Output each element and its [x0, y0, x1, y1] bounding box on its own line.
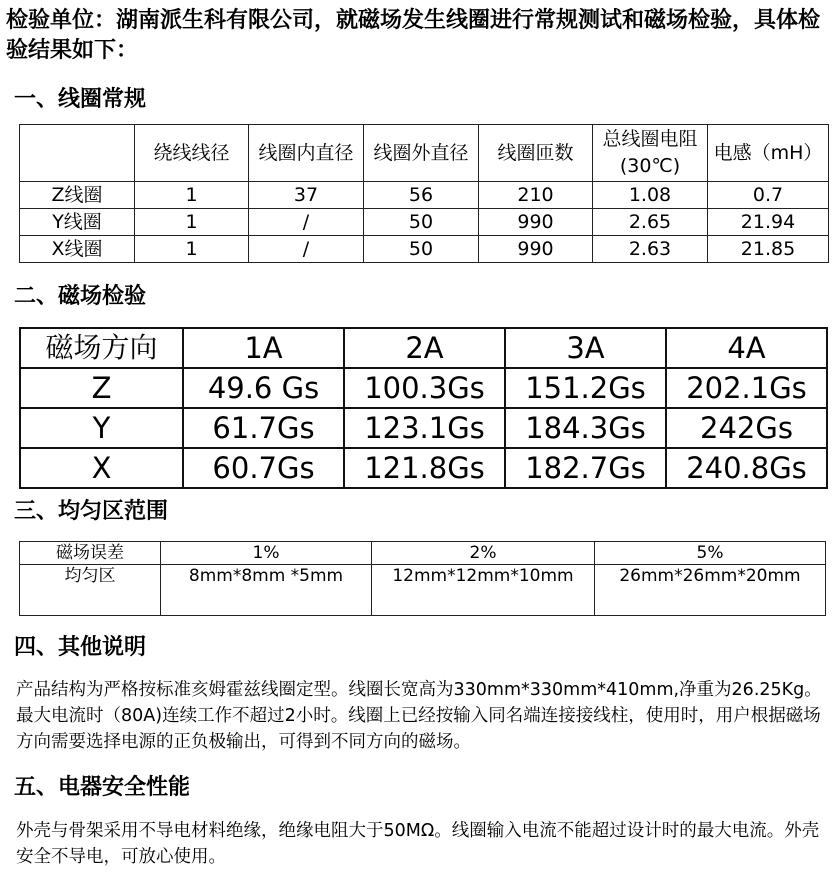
table-header-row — [20, 328, 827, 368]
table-cell: / — [249, 236, 364, 263]
section5-text: 外壳与骨架采用不导电材料绝缘，绝缘电阻大于50MΩ。线圈输入电流不能超过设计时的最大电流。外壳安全不导电，可放心使用。 — [16, 821, 820, 867]
intro-paragraph: 检验单位：湖南派生科有限公司，就磁场发生线圈进行常规测试和磁场检验，具体检验结果如下： — [6, 8, 821, 63]
section3-title: 三、均匀区范围 — [14, 499, 169, 524]
header-cell: 绕线线径 — [135, 125, 249, 182]
table-cell: 202.1Gs — [666, 368, 827, 408]
table-cell: 151.2Gs — [505, 368, 666, 408]
table-cell: 182.7Gs — [505, 448, 666, 488]
table-row — [20, 565, 826, 616]
table-cell: 8mm*8mm *5mm — [161, 565, 372, 616]
table-cell: 2.65 — [593, 209, 708, 236]
table-row — [20, 236, 829, 263]
field-test-table — [19, 327, 828, 489]
row-label: Y线圈 — [20, 209, 135, 236]
table-cell: 1 — [135, 182, 249, 209]
header-cell: 线圈匝数 — [479, 125, 593, 182]
row-label: Z线圈 — [20, 182, 135, 209]
coil-spec-table — [19, 124, 829, 263]
table-row — [20, 209, 829, 236]
table-cell: 1 — [135, 209, 249, 236]
section4-title: 四、其他说明 — [14, 635, 147, 660]
section1-title: 一、线圈常规 — [14, 87, 147, 112]
header-cell: 磁场误差 — [20, 542, 161, 565]
table-cell: 50 — [364, 209, 479, 236]
header-cell: 5% — [595, 542, 826, 565]
table-cell: 49.6 Gs — [183, 368, 344, 408]
header-cell: 1% — [161, 542, 372, 565]
table-cell: 21.94 — [708, 209, 829, 236]
table-cell: 100.3Gs — [344, 368, 505, 408]
row-label: Z — [20, 368, 183, 408]
table-row — [20, 182, 829, 209]
header-cell: 磁场方向 — [20, 328, 183, 368]
header-cell: 3A — [505, 328, 666, 368]
row-label: X — [20, 448, 183, 488]
header-cell: 电感（mH） — [708, 125, 829, 182]
table-cell: 990 — [479, 236, 593, 263]
header-cell: 1A — [183, 328, 344, 368]
header-cell: 线圈内直径 — [249, 125, 364, 182]
uniform-zone-table — [19, 541, 826, 616]
section5-title: 五、电器安全性能 — [14, 775, 191, 800]
table-row — [20, 368, 827, 408]
table-cell: 123.1Gs — [344, 408, 505, 448]
table-cell: 210 — [479, 182, 593, 209]
table-cell: 56 — [364, 182, 479, 209]
table-cell: 2.63 — [593, 236, 708, 263]
table-row — [20, 408, 827, 448]
header-cell: 4A — [666, 328, 827, 368]
table-cell: 61.7Gs — [183, 408, 344, 448]
header-cell: 线圈外直径 — [364, 125, 479, 182]
header-cell — [20, 125, 135, 182]
table-cell: 26mm*26mm*20mm — [595, 565, 826, 616]
section2-title: 二、磁场检验 — [14, 284, 147, 309]
row-label: 均匀区 — [20, 565, 161, 616]
table-header-row — [20, 125, 829, 182]
table-cell: 60.7Gs — [183, 448, 344, 488]
table-cell: 1 — [135, 236, 249, 263]
table-cell: 0.7 — [708, 182, 829, 209]
header-cell: 总线圈电阻(30℃) — [593, 125, 708, 182]
table-cell: 37 — [249, 182, 364, 209]
table-header-row — [20, 542, 826, 565]
header-cell: 2% — [372, 542, 595, 565]
row-label: X线圈 — [20, 236, 135, 263]
table-row — [20, 448, 827, 488]
table-cell: 242Gs — [666, 408, 827, 448]
table-cell: 1.08 — [593, 182, 708, 209]
header-cell: 2A — [344, 328, 505, 368]
table-cell: 240.8Gs — [666, 448, 827, 488]
table-cell: 184.3Gs — [505, 408, 666, 448]
table-cell: 21.85 — [708, 236, 829, 263]
table-cell: / — [249, 209, 364, 236]
section4-text: 产品结构为严格按标准亥姆霍兹线圈定型。线圈长宽高为330mm*330mm*410mm,净重为26.25Kg。最大电流时（80A)连续工作不超过2小时。线圈上已经按输入同名端连接接线柱，使用时，用户根据磁场方向需要选择电源的正负极输出，可得到不同方向的磁场。 — [16, 680, 822, 752]
row-label: Y — [20, 408, 183, 448]
table-cell: 50 — [364, 236, 479, 263]
table-cell: 990 — [479, 209, 593, 236]
table-cell: 121.8Gs — [344, 448, 505, 488]
table-cell: 12mm*12mm*10mm — [372, 565, 595, 616]
